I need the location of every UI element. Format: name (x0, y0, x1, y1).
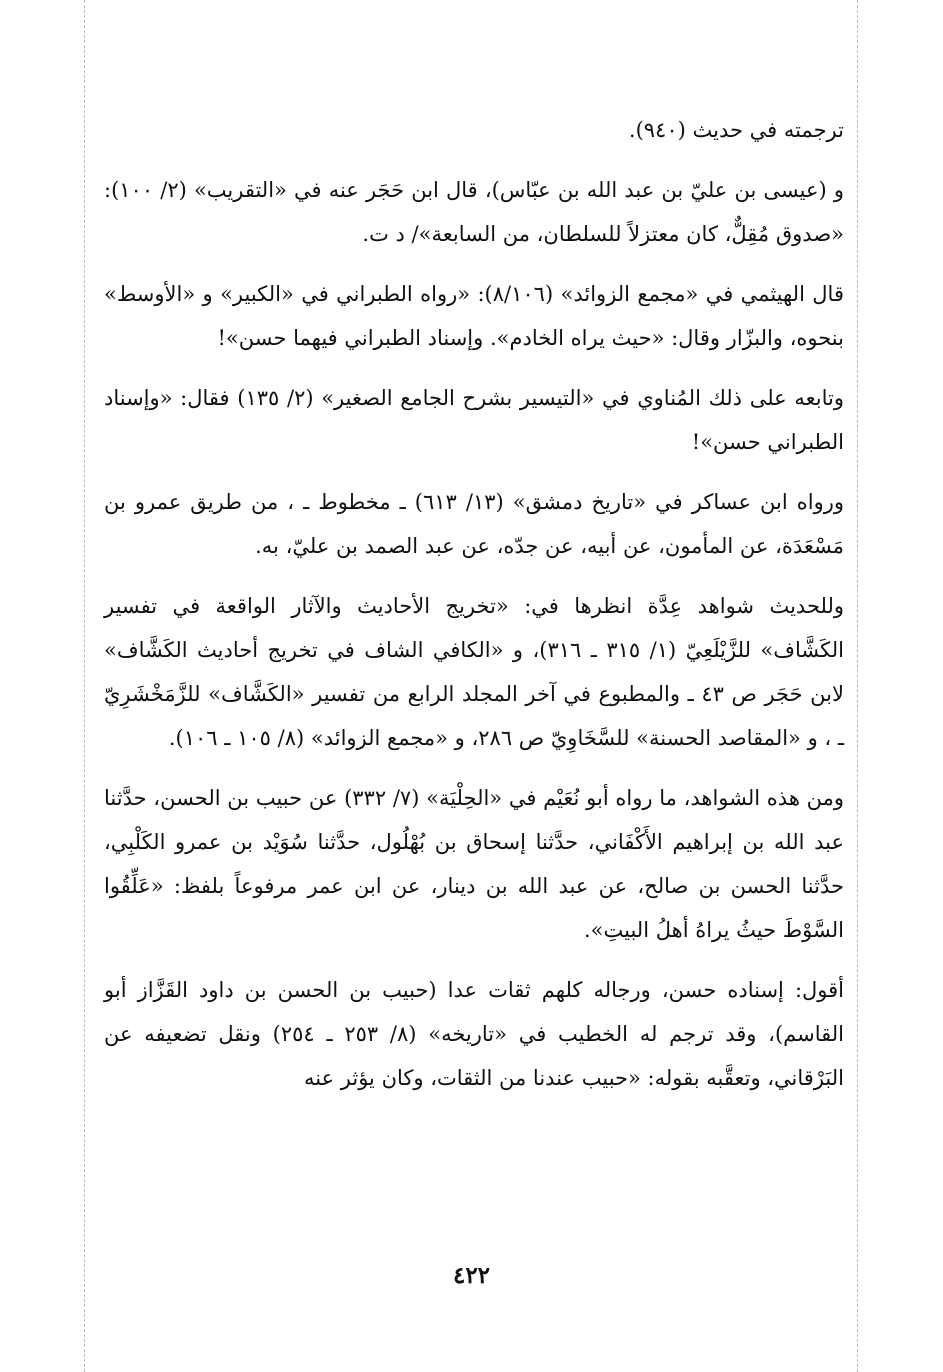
paragraph-7: ومن هذه الشواهد، ما رواه أبو نُعَيْم في «الحِلْيَة» (٧/ ٣٣٢) عن حبيب بن الحسن، حدَّثنا عبد الله بن إبراهيم الأَكْفَاني، حدَّثنا إسحاق بن بُهْلُول، حدَّثنا سُوَيْد بن عمرو الكَلْبِي، حدَّثنا الحسن بن صالح، عن عبد الله بن دينار، عن ابن عمر مرفوعاً بلفظ: «عَلِّقُوا السَّوْطَ حيثُ يراهُ أهلُ البيتِ». (104, 786, 844, 942)
paragraph-6: وللحديث شواهد عِدَّة انظرها في: «تخريج الأحاديث والآثار الواقعة في تفسير الكَشَّاف» للزَّيْلَعِيّ (١/ ٣١٥ ـ ٣١٦)، و «الكافي الشاف في تخريج أحاديث الكَشَّاف» لابن حَجَر ص ٤٣ ـ والمطبوع في آخر المجلد الرابع من تفسير «الكَشَّاف» للزَّمَخْشَرِيّ ـ ، و «المقاصد الحسنة» للسَّخَاوِيّ ص ٢٨٦، و «مجمع الزوائد» (٨/ ١٠٥ ـ ١٠٦). (104, 594, 844, 750)
paragraph-2: و (عيسى بن عليّ بن عبد الله بن عبّاس)، قال ابن حَجَر عنه في «التقريب» (٢/ ١٠٠): «صدوق مُقِلٌّ، كان معتزلاً للسلطان، من السابعة»/ د ت. (104, 178, 844, 246)
page-number: ٤٢٢ (452, 1262, 491, 1289)
paragraph-5: ورواه ابن عساكر في «تاريخ دمشق» (١٣/ ٦١٣) ـ مخطوط ـ ، من طريق عمرو بن مَسْعَدَة، عن المأمون، عن أبيه، عن جدّه، عن عبد الصمد بن عليّ، به. (104, 490, 844, 558)
paragraph-8: أقول: إسناده حسن، ورجاله كلهم ثقات عدا (حبيب بن الحسن بن داود القَزَّاز أبو القاسم)، وقد ترجم له الخطيب في «تاريخه» (٨/ ٢٥٣ ـ ٢٥٤) ونقل تضعيفه عن البَرْقاني، وتعقَّبه بقوله: «حبيب عندنا من الثقات، وكان يؤثر عنه (104, 978, 844, 1090)
paragraph-1: ترجمته في حديث (٩٤٠). (628, 118, 844, 142)
paragraph-4: وتابعه على ذلك المُناوي في «التيسير بشرح الجامع الصغير» (٢/ ١٣٥) فقال: «وإسناد الطبراني حسن»! (104, 386, 844, 454)
left-margin-guide (84, 0, 85, 1372)
right-margin-guide (857, 0, 858, 1372)
paragraph-3: قال الهيثمي في «مجمع الزوائد» (٨/١٠٦): «رواه الطبراني في «الكبير» و «الأوسط» بنحوه، والبزّار وقال: «حيث يراه الخادم». وإسناد الطبراني فيهما حسن»! (104, 282, 844, 350)
page-body (104, 108, 844, 1116)
